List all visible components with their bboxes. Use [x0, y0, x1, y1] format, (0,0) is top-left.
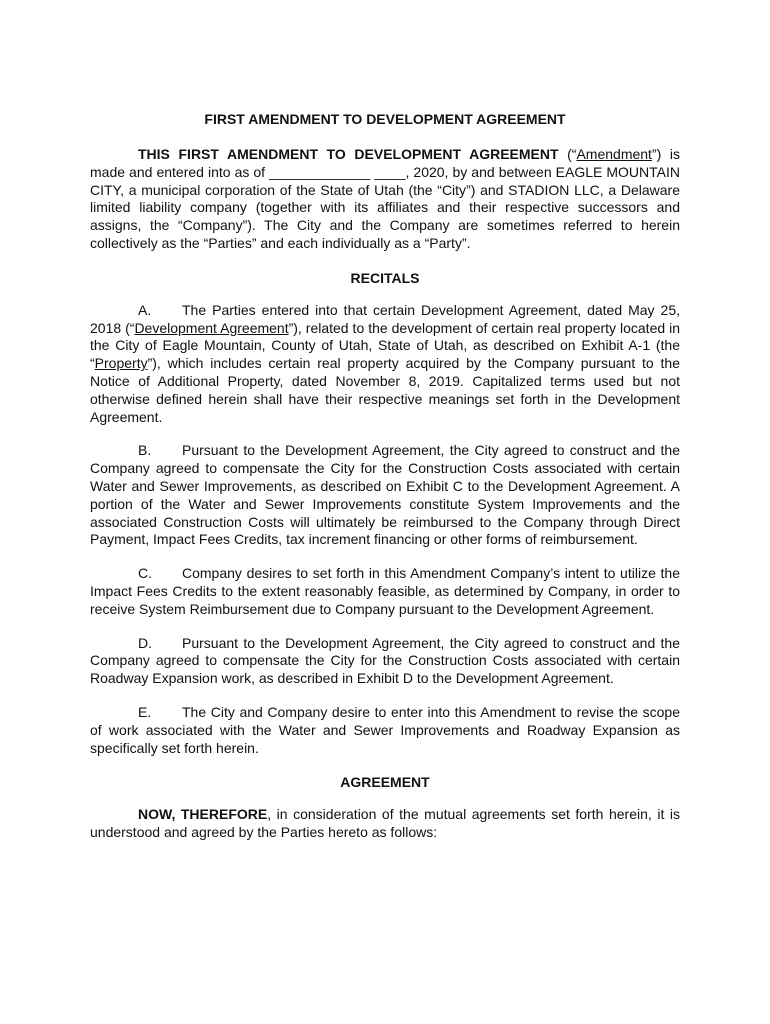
recital-c — [90, 565, 680, 618]
recital-b — [90, 442, 680, 549]
agreement-paragraph — [90, 806, 680, 842]
intro-lead: THIS FIRST AMENDMENT TO DEVELOPMENT AGREEMENT — [138, 146, 559, 162]
amendment-defined-term: Amendment — [576, 146, 652, 162]
document-title: FIRST AMENDMENT TO DEVELOPMENT AGREEMENT — [204, 111, 566, 127]
agreement-lead: NOW, THEREFORE — [138, 806, 268, 823]
intro-paragraph — [90, 146, 680, 253]
recital-d-text: Pursuant to the Development Agreement, the City agreed to construct and the Company agreed to compensate the City for the Construction Costs associated with certain Roadway Expansion work, as described in Exhibit D to the Development Agreement. — [90, 634, 680, 687]
recital-e-text: The City and Company desire to enter into this Amendment to revise the scope of work associated with the Water and Sewer Improvements and Roadway Expansion as specifically set forth herein. — [90, 703, 680, 756]
recital-d-letter: D. — [138, 634, 152, 651]
intro-lead-open: (“ — [558, 146, 577, 162]
development-agreement-term: Development Agreement — [134, 319, 289, 336]
recital-a-part1: The Parties entered into that certain Development Agreement, dated May 25, 2018 (“ — [90, 301, 680, 336]
recital-a — [90, 302, 680, 427]
recitals-heading: RECITALS — [350, 269, 420, 286]
intro-text: ”) is made and entered into as of _____________ ____, 2020, by and between EAGLE MOUNTAIN CITY, a municipal corporation of the State of Utah (the “City”) and STADION LLC, a Delaware limited liability company (together with its affiliates and their respective successors and assigns, the “Company”). The City and the Company are sometimes referred to herein collectively as the “Parties” and each individually as a “Party”. — [90, 146, 680, 251]
recital-c-text: Company desires to set forth in this Amendment Company’s intent to utilize the Impact Fees Credits to the extent reasonably feasible, as determined by Company, in order to receive System Reimbursement due to Company pursuant to the Development Agreement. — [90, 565, 680, 617]
agreement-text: , in consideration of the mutual agreements set forth herein, it is understood and agreed by the Parties hereto as follows: — [90, 806, 680, 841]
recital-a-part2: ”), related to the development of certain real property located in the City of Eagle Mountain, County of Utah, State of Utah, as described on Exhibit A-1 (the “ — [90, 319, 680, 372]
recital-e-letter: E. — [138, 703, 152, 720]
recital-d — [90, 635, 680, 688]
recital-b-text: Pursuant to the Development Agreement, the City agreed to construct and the Company agreed to compensate the City for the Construction Costs associated with certain Water and Sewer Improvements, as described on Exhibit C to the Development Agreement. A portion of the Water and Sewer Improvements constitute System Improvements and the associated Construction Costs will ultimately be reimbursed to the Company through Direct Payment, Impact Fees Credits, tax increment financing or other forms of reimbursement. — [90, 442, 680, 548]
property-term: Property — [94, 355, 148, 372]
recital-e — [90, 704, 680, 757]
agreement-heading: AGREEMENT — [340, 774, 430, 791]
recital-b-letter: B. — [138, 442, 152, 459]
recital-a-part3: ”), which includes certain real property acquired by the Company pursuant to the Notice of Additional Property, dated November 8, 2019. Capitalized terms used but not otherwise defined herein shall have their respective meanings set forth in the Development Agreement. — [90, 355, 680, 425]
recital-c-letter: C. — [138, 565, 152, 582]
recital-a-letter: A. — [138, 301, 152, 318]
